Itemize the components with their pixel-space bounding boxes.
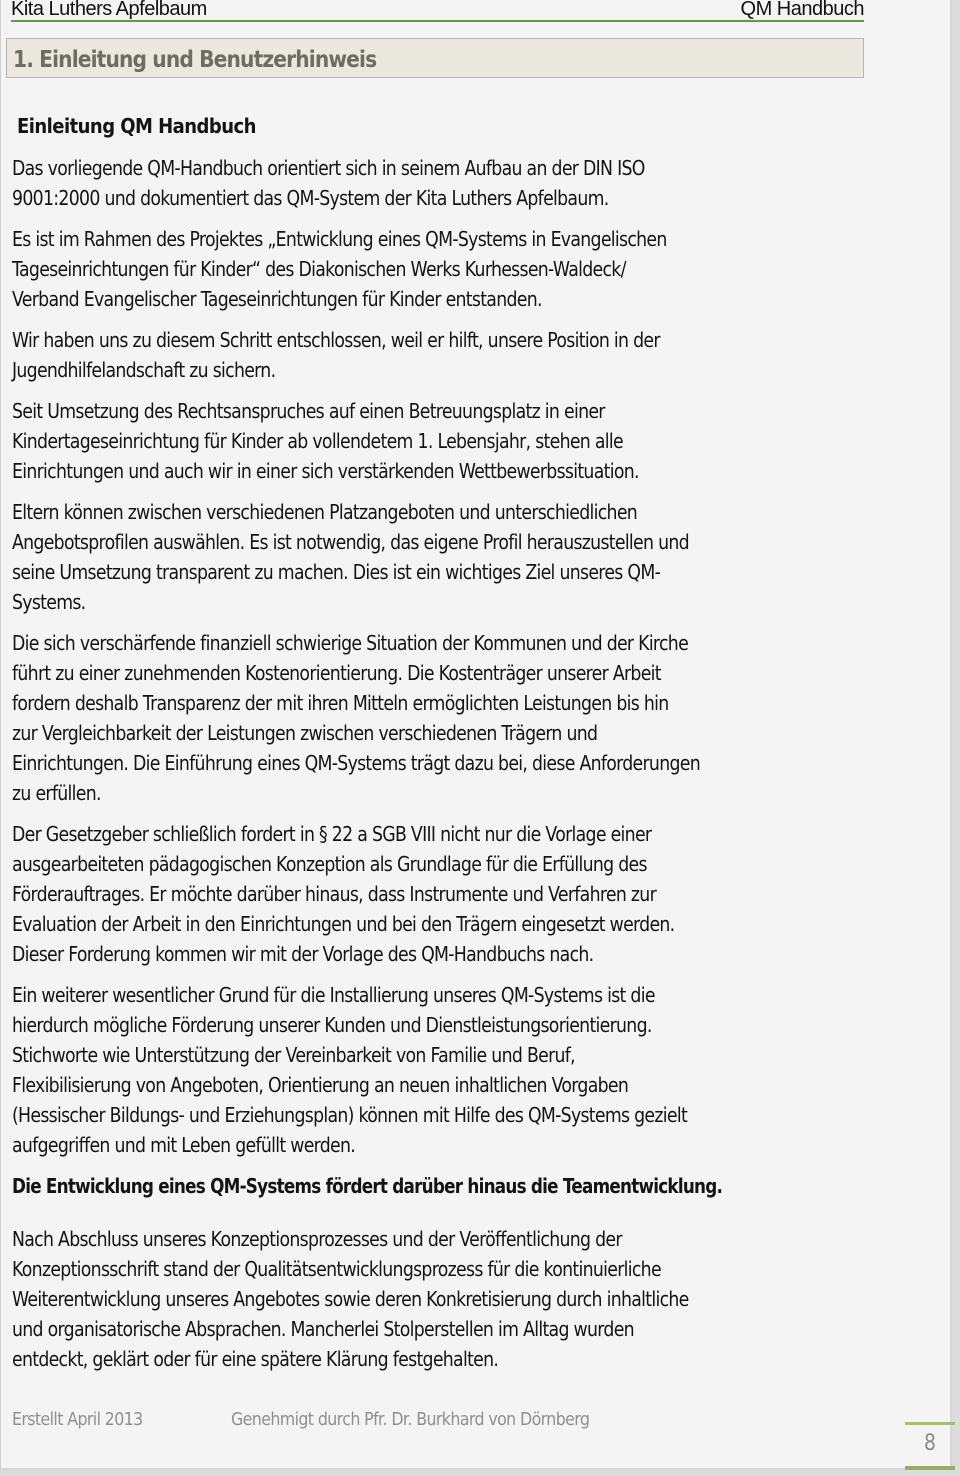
footer-approval: Genehmigt durch Pfr. Dr. Burkhard von Dörnberg xyxy=(231,1409,590,1430)
text-line: Förderauftrages. Er möchte darüber hinaus, dass Instrumente und Verfahren zur xyxy=(12,882,657,906)
paragraph-3 xyxy=(12,325,773,385)
text-line: Dieser Forderung kommen wir mit der Vorlage des QM-Handbuchs nach. xyxy=(12,942,594,966)
page-number-box xyxy=(905,1420,955,1472)
paragraph-4 xyxy=(12,396,773,486)
text-line: ausgearbeiteten pädagogischen Konzeption als Grundlage für die Erfüllung des xyxy=(12,852,647,876)
text-line: Seit Umsetzung des Rechtsanspruches auf einen Betreuungsplatz in einer xyxy=(12,399,605,423)
text-line: führt zu einer zunehmenden Kostenorientierung. Die Kostenträger unserer Arbeit xyxy=(12,661,661,685)
text-line: Tageseinrichtungen für Kinder“ des Diakonischen Werks Kurhessen-Waldeck/ xyxy=(12,257,626,281)
text-line: Verband Evangelischer Tageseinrichtungen für Kinder entstanden. xyxy=(12,287,542,311)
page-content xyxy=(12,112,892,1385)
text-line: Flexibilisierung von Angeboten, Orientierung an neuen inhaltlichen Vorgaben xyxy=(12,1073,629,1097)
paragraph-5 xyxy=(12,497,773,617)
text-line: Angebotsprofilen auswählen. Es ist notwendig, das eigene Profil herauszustellen und xyxy=(12,530,689,554)
text-line: Nach Abschluss unseres Konzeptionsprozesses und der Veröffentlichung der xyxy=(12,1227,622,1251)
text-line: Konzeptionsschrift stand der Qualitätsentwicklungsprozess für die kontinuierliche xyxy=(12,1257,661,1281)
footer-created-date: Erstellt April 2013 xyxy=(12,1409,143,1430)
text-line: Einrichtungen. Die Einführung eines QM-Systems trägt dazu bei, diese Anforderungen xyxy=(12,751,700,775)
paragraph-1 xyxy=(12,153,773,213)
paragraph-2 xyxy=(12,224,773,314)
page-number: 8 xyxy=(924,1431,936,1456)
header-document-title: QM Handbuch xyxy=(740,0,864,20)
text-line: seine Umsetzung transparent zu machen. Dies ist ein wichtiges Ziel unseres QM- xyxy=(12,560,661,584)
page-number-bottom-rule xyxy=(905,1466,955,1470)
text-line: fordern deshalb Transparenz der mit ihren Mitteln ermöglichten Leistungen bis hin xyxy=(12,691,669,715)
text-line: Ein weiterer wesentlicher Grund für die Installierung unseres QM-Systems ist die xyxy=(12,983,655,1007)
text-line: Kindertageseinrichtung für Kinder ab vollendetem 1. Lebensjahr, stehen alle xyxy=(12,429,623,453)
text-line: Jugendhilfelandschaft zu sichern. xyxy=(12,358,276,382)
page-header xyxy=(11,0,864,22)
paragraph-6 xyxy=(12,628,773,808)
page-number-top-rule xyxy=(905,1422,955,1425)
text-line: aufgegriffen und mit Leben gefüllt werden. xyxy=(12,1133,356,1157)
text-line: Das vorliegende QM-Handbuch orientiert sich in seinem Aufbau an der DIN ISO xyxy=(12,156,645,180)
paragraph-7 xyxy=(12,819,773,969)
text-line: Systems. xyxy=(12,590,86,614)
text-line: Eltern können zwischen verschiedenen Platzangeboten und unterschiedlichen xyxy=(12,500,638,524)
text-line: Stichworte wie Unterstützung der Vereinbarkeit von Familie und Beruf, xyxy=(12,1043,575,1067)
text-line: hierdurch mögliche Förderung unserer Kunden und Dienstleistungsorientierung. xyxy=(12,1013,652,1037)
text-line: Einrichtungen und auch wir in einer sich verstärkenden Wettbewerbssituation. xyxy=(12,459,639,483)
text-line: Weiterentwicklung unseres Angebotes sowie deren Konkretisierung durch inhaltliche xyxy=(12,1287,689,1311)
paragraph-8 xyxy=(12,980,773,1160)
section-heading: Einleitung QM Handbuch xyxy=(17,114,256,138)
text-line: Der Gesetzgeber schließlich fordert in § 22 a SGB VIII nicht nur die Vorlage einer xyxy=(12,822,652,846)
text-line: entdeckt, geklärt oder für eine spätere Klärung festgehalten. xyxy=(12,1347,499,1371)
text-line: zu erfüllen. xyxy=(12,781,101,805)
text-line: (Hessischer Bildungs- und Erziehungsplan) können mit Hilfe des QM-Systems gezielt xyxy=(12,1103,688,1127)
text-line: Die Entwicklung eines QM-Systems fördert darüber hinaus die Teamentwicklung. xyxy=(12,1174,723,1198)
text-line: Es ist im Rahmen des Projektes „Entwicklung eines QM-Systems in Evangelischen xyxy=(12,227,667,251)
text-line: Die sich verschärfende finanziell schwierige Situation der Kommunen und der Kirche xyxy=(12,631,689,655)
text-line: 9001:2000 und dokumentiert das QM-System der Kita Luthers Apfelbaum. xyxy=(12,186,609,210)
text-line: Wir haben uns zu diesem Schritt entschlossen, weil er hilft, unsere Position in der xyxy=(12,328,660,352)
text-line: und organisatorische Absprachen. Mancherlei Stolperstellen im Alltag wurden xyxy=(12,1317,634,1341)
chapter-title: 1. Einleitung und Benutzerhinweis xyxy=(13,47,377,73)
text-line: zur Vergleichbarkeit der Leistungen zwischen verschiedenen Trägern und xyxy=(12,721,598,745)
emphasis-paragraph xyxy=(12,1171,751,1201)
paragraph-10 xyxy=(12,1224,773,1374)
header-organization: Kita Luthers Apfelbaum xyxy=(11,0,207,20)
chapter-heading-box xyxy=(6,38,864,78)
text-line: Evaluation der Arbeit in den Einrichtungen und bei den Trägern eingesetzt werden. xyxy=(12,912,675,936)
